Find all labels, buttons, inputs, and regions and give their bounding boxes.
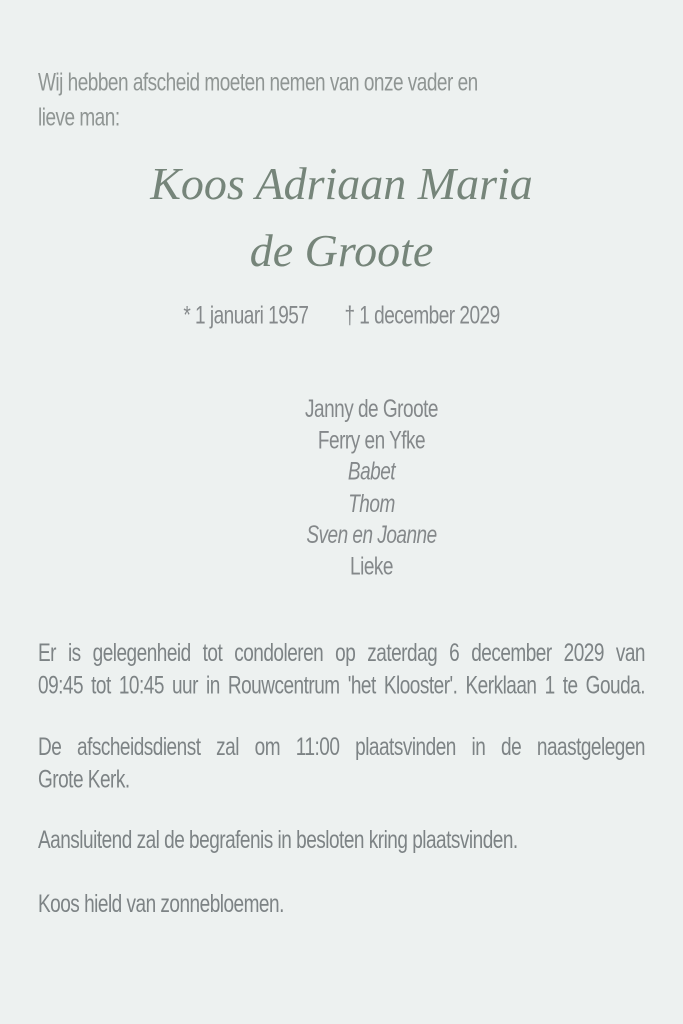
intro-text [38,67,608,137]
paragraph-line: Koos hield van zonnebloemen. [38,891,284,919]
intro-line-1: Wij hebben afscheid moeten nemen van onze vader en [38,69,478,97]
paragraph-zonnebloemen [38,890,645,922]
paragraph-begrafenis [38,826,645,858]
paragraph-line: De afscheidsdienst zal om 11:00 plaatsvinden in de naastgelegen [38,734,645,762]
paragraph-condoleren [38,639,645,703]
death-date: † 1 december 2029 [344,302,500,330]
family-member: Janny de Groote [305,396,438,424]
family-member: Thom [348,490,395,518]
family-name-list [30,395,683,584]
deceased-name [0,150,683,284]
paragraph-line: Aansluitend zal de begrafenis in besloten kring plaatsvinden. [38,827,518,855]
life-dates [0,300,683,334]
family-member: Sven en Joanne [306,522,437,550]
deceased-first-names: Koos Adriaan Maria [150,158,533,209]
family-member: Babet [347,459,396,487]
paragraph-line: Er is gelegenheid tot condoleren op zaterdag 6 december 2029 van [38,640,645,668]
intro-line-2: lieve man: [38,104,120,132]
deceased-last-name: de Groote [249,225,434,276]
family-member: Ferry en Yfke [317,427,426,456]
family-member: Lieke [350,553,393,581]
paragraph-afscheidsdienst [38,733,645,797]
birth-date: * 1 januari 1957 [183,302,309,330]
paragraph-line: Grote Kerk. [38,766,130,794]
paragraph-line: 09:45 tot 10:45 uur in Rouwcentrum 'het Klooster'. Kerklaan 1 te Gouda. [38,672,645,700]
